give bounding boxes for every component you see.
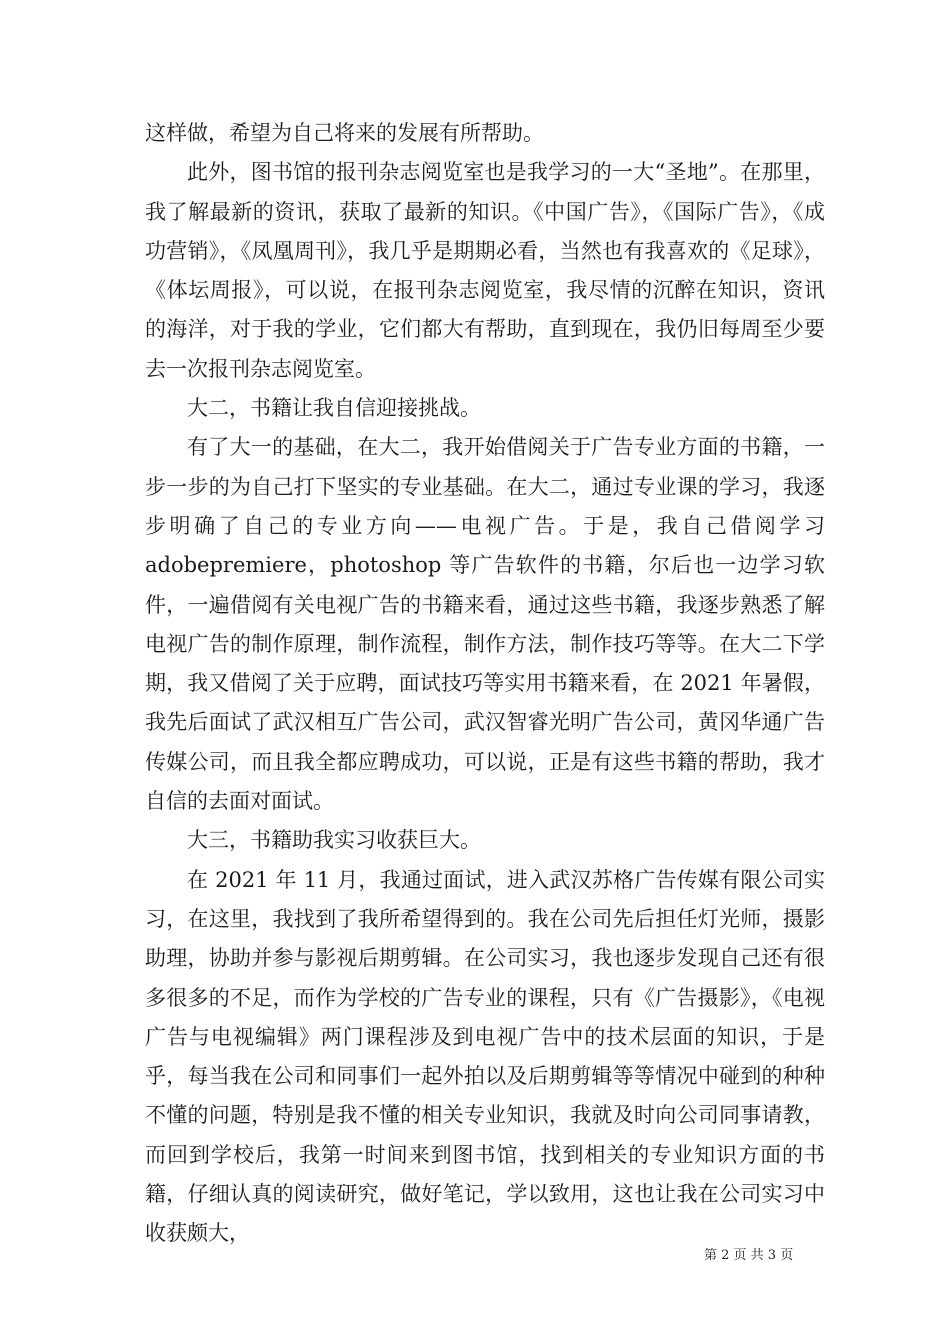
paragraph-6: 在 2021 年 11 月，我通过面试，进入武汉苏格广告传媒有限公司实习，在这里，我找到了我所希望得到的。我在公司先后担任灯光师，摄影助理，协助并参与影视后期剪辑。在公司实习，我也逐步发现自己还有很多很多的不足，而作为学校的广告专业的课程，只有《广告摄影》，《电视广告与电视编辑》两门课程涉及到电视广告中的技术层面的知识，于是乎，每当我在公司和同事们一起外拍以及后期剪辑等等情况中碰到的种种不懂的问题，特别是我不懂的相关专业知识，我就及时向公司同事请教，而回到学校后，我第一时间来到图书馆，找到相关的专业知识方面的书籍，仔细认真的阅读研究，做好笔记，学以致用，这也让我在公司实习中收获颇大， xyxy=(145,867,825,1246)
paragraph-4: 有了大一的基础，在大二，我开始借阅关于广告专业方面的书籍，一步一步的为自己打下坚实的专业基础。在大二，通过专业课的学习，我逐步明确了自己的专业方向——电视广告。于是，我自己借阅学习 adobepremiere，photoshop 等广告软件的书籍，尔后也一边学习软件，一遍借阅有关电视广告的书籍来看，通过这些书籍，我逐步熟悉了解电视广告的制作原理，制作流程，制作方法，制作技巧等等。在大二下学期，我又借阅了关于应聘，面试技巧等实用书籍来看，在 2021 年暑假，我先后面试了武汉相互广告公司，武汉智睿光明广告公司，黄冈华通广告传媒公司，而且我全都应聘成功，可以说，正是有这些书籍的帮助，我才自信的去面对面试。 xyxy=(145,435,825,814)
document-body xyxy=(145,114,825,1254)
paragraph-1: 这样做，希望为自己将来的发展有所帮助。 xyxy=(145,121,544,145)
paragraph-2: 此外，图书馆的报刊杂志阅览室也是我学习的一大“圣地”。在那里，我了解最新的资讯，获取了最新的知识。《中国广告》，《国际广告》，《成功营销》，《凤凰周刊》，我几乎是期期必看，当然也有我喜欢的《足球》，《体坛周报》，可以说，在报刊杂志阅览室，我尽情的沉醉在知识，资讯的海洋，对于我的学业，它们都大有帮助，直到现在，我仍旧每周至少要去一次报刊杂志阅览室。 xyxy=(145,160,825,381)
page-number-footer: 第 2 页 共 3 页 xyxy=(704,1248,794,1263)
paragraph-5: 大三，书籍助我实习收获巨大。 xyxy=(187,828,481,853)
paragraph-3: 大二，书籍让我自信迎接挑战。 xyxy=(187,396,481,421)
